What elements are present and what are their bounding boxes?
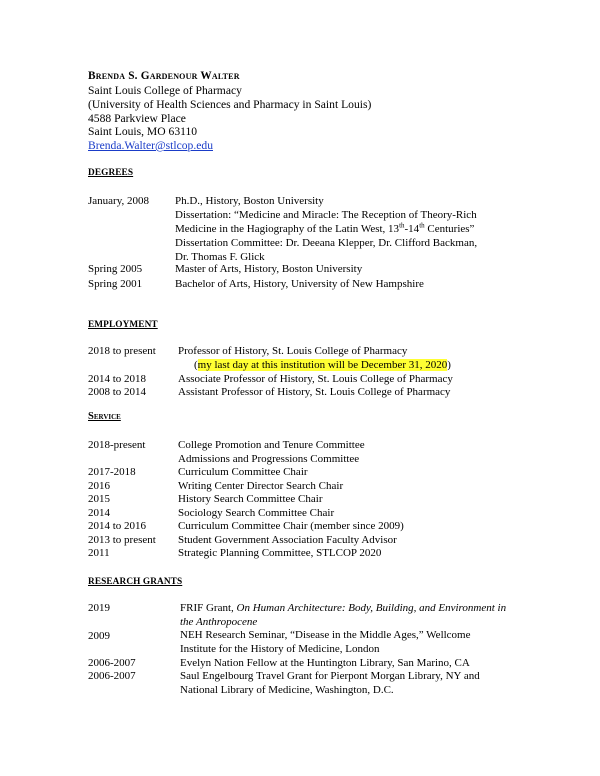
street-address: 4588 Parkview Place — [88, 112, 186, 125]
grant-date: 2006-2007 — [88, 657, 136, 669]
grant-date: 2006-2007 — [88, 670, 136, 682]
ba-degree: Bachelor of Arts, History, University of New Hampshire — [175, 278, 424, 290]
grant-date: 2009 — [88, 630, 110, 642]
service-item: Writing Center Director Search Chair — [178, 480, 344, 492]
highlighted-note: my last day at this institution will be December 31, 2020 — [197, 359, 448, 371]
service-item: Curriculum Committee Chair (member since 2009) — [178, 520, 404, 532]
service-date: 2014 to 2016 — [88, 520, 147, 532]
grant-engelbourg-line-2: National Library of Medicine, Washington, D.C. — [180, 684, 394, 696]
service-item: Sociology Search Committee Chair — [178, 507, 335, 519]
grant-frif-line-1: FRIF Grant, On Human Architecture: Body, Building, and Environment in — [180, 602, 507, 614]
service-item: Admissions and Progressions Committee — [178, 453, 360, 465]
service-item: Strategic Planning Committee, STLCOP 2020 — [178, 547, 382, 559]
service-date: 2011 — [88, 547, 110, 559]
ba-date: Spring 2001 — [88, 278, 143, 290]
phd-date: January, 2008 — [88, 195, 149, 207]
service-date: 2014 — [88, 507, 110, 519]
grant-frif-line-2: the Anthropocene — [180, 616, 258, 628]
employment-title: Assistant Professor of History, St. Louis College of Pharmacy — [178, 386, 451, 398]
employment-title: Associate Professor of History, St. Louis College of Pharmacy — [178, 373, 453, 385]
service-item: Curriculum Committee Chair — [178, 466, 308, 478]
employment-date: 2014 to 2018 — [88, 373, 147, 385]
service-item: College Promotion and Tenure Committee — [178, 439, 365, 451]
service-date: 2013 to present — [88, 534, 156, 546]
grants-heading: RESEARCH GRANTS — [88, 577, 183, 587]
service-date: 2015 — [88, 493, 110, 505]
employment-heading: EMPLOYMENT — [88, 320, 158, 330]
ma-date: Spring 2005 — [88, 263, 143, 275]
email-link[interactable]: Brenda.Walter@stlcop.edu — [88, 139, 213, 152]
service-date: 2017-2018 — [88, 466, 136, 478]
ma-degree: Master of Arts, History, Boston University — [175, 263, 363, 275]
service-item: Student Government Association Faculty Advisor — [178, 534, 397, 546]
degrees-heading: DEGREES — [88, 168, 134, 178]
service-heading: Service — [88, 411, 121, 422]
grant-engelbourg-line-1: Saul Engelbourg Travel Grant for Pierpont Morgan Library, NY and — [180, 670, 480, 682]
employment-date: 2018 to present — [88, 345, 156, 357]
institution: Saint Louis College of Pharmacy — [88, 84, 242, 97]
phd-degree: Ph.D., History, Boston University — [175, 195, 324, 207]
grant-neh-line-1: NEH Research Seminar, “Disease in the Middle Ages,” Wellcome — [180, 629, 471, 641]
grant-date: 2019 — [88, 602, 110, 614]
city-address: Saint Louis, MO 63110 — [88, 125, 198, 138]
committee-line-1: Dissertation Committee: Dr. Deeana Klepper, Dr. Clifford Backman, — [175, 237, 478, 249]
service-item: History Search Committee Chair — [178, 493, 323, 505]
cv-name: Brenda S. Gardenour Walter — [88, 70, 240, 82]
dissertation-line-2: Medicine in the Hagiography of the Latin West, 13th-14th Centuries” — [175, 221, 475, 235]
committee-line-2: Dr. Thomas F. Glick — [175, 251, 265, 263]
service-date: 2018-present — [88, 439, 146, 451]
institution-alt: (University of Health Sciences and Pharmacy in Saint Louis) — [88, 98, 372, 111]
grant-neh-line-2: Institute for the History of Medicine, London — [180, 643, 380, 655]
employment-note: (my last day at this institution will be December 31, 2020) — [194, 359, 451, 371]
grant-huntington: Evelyn Nation Fellow at the Huntington Library, San Marino, CA — [180, 657, 470, 669]
employment-title: Professor of History, St. Louis College of Pharmacy — [178, 345, 408, 357]
dissertation-line-1: Dissertation: “Medicine and Miracle: The Reception of Theory-Rich — [175, 209, 477, 221]
employment-date: 2008 to 2014 — [88, 386, 147, 398]
service-date: 2016 — [88, 480, 110, 492]
